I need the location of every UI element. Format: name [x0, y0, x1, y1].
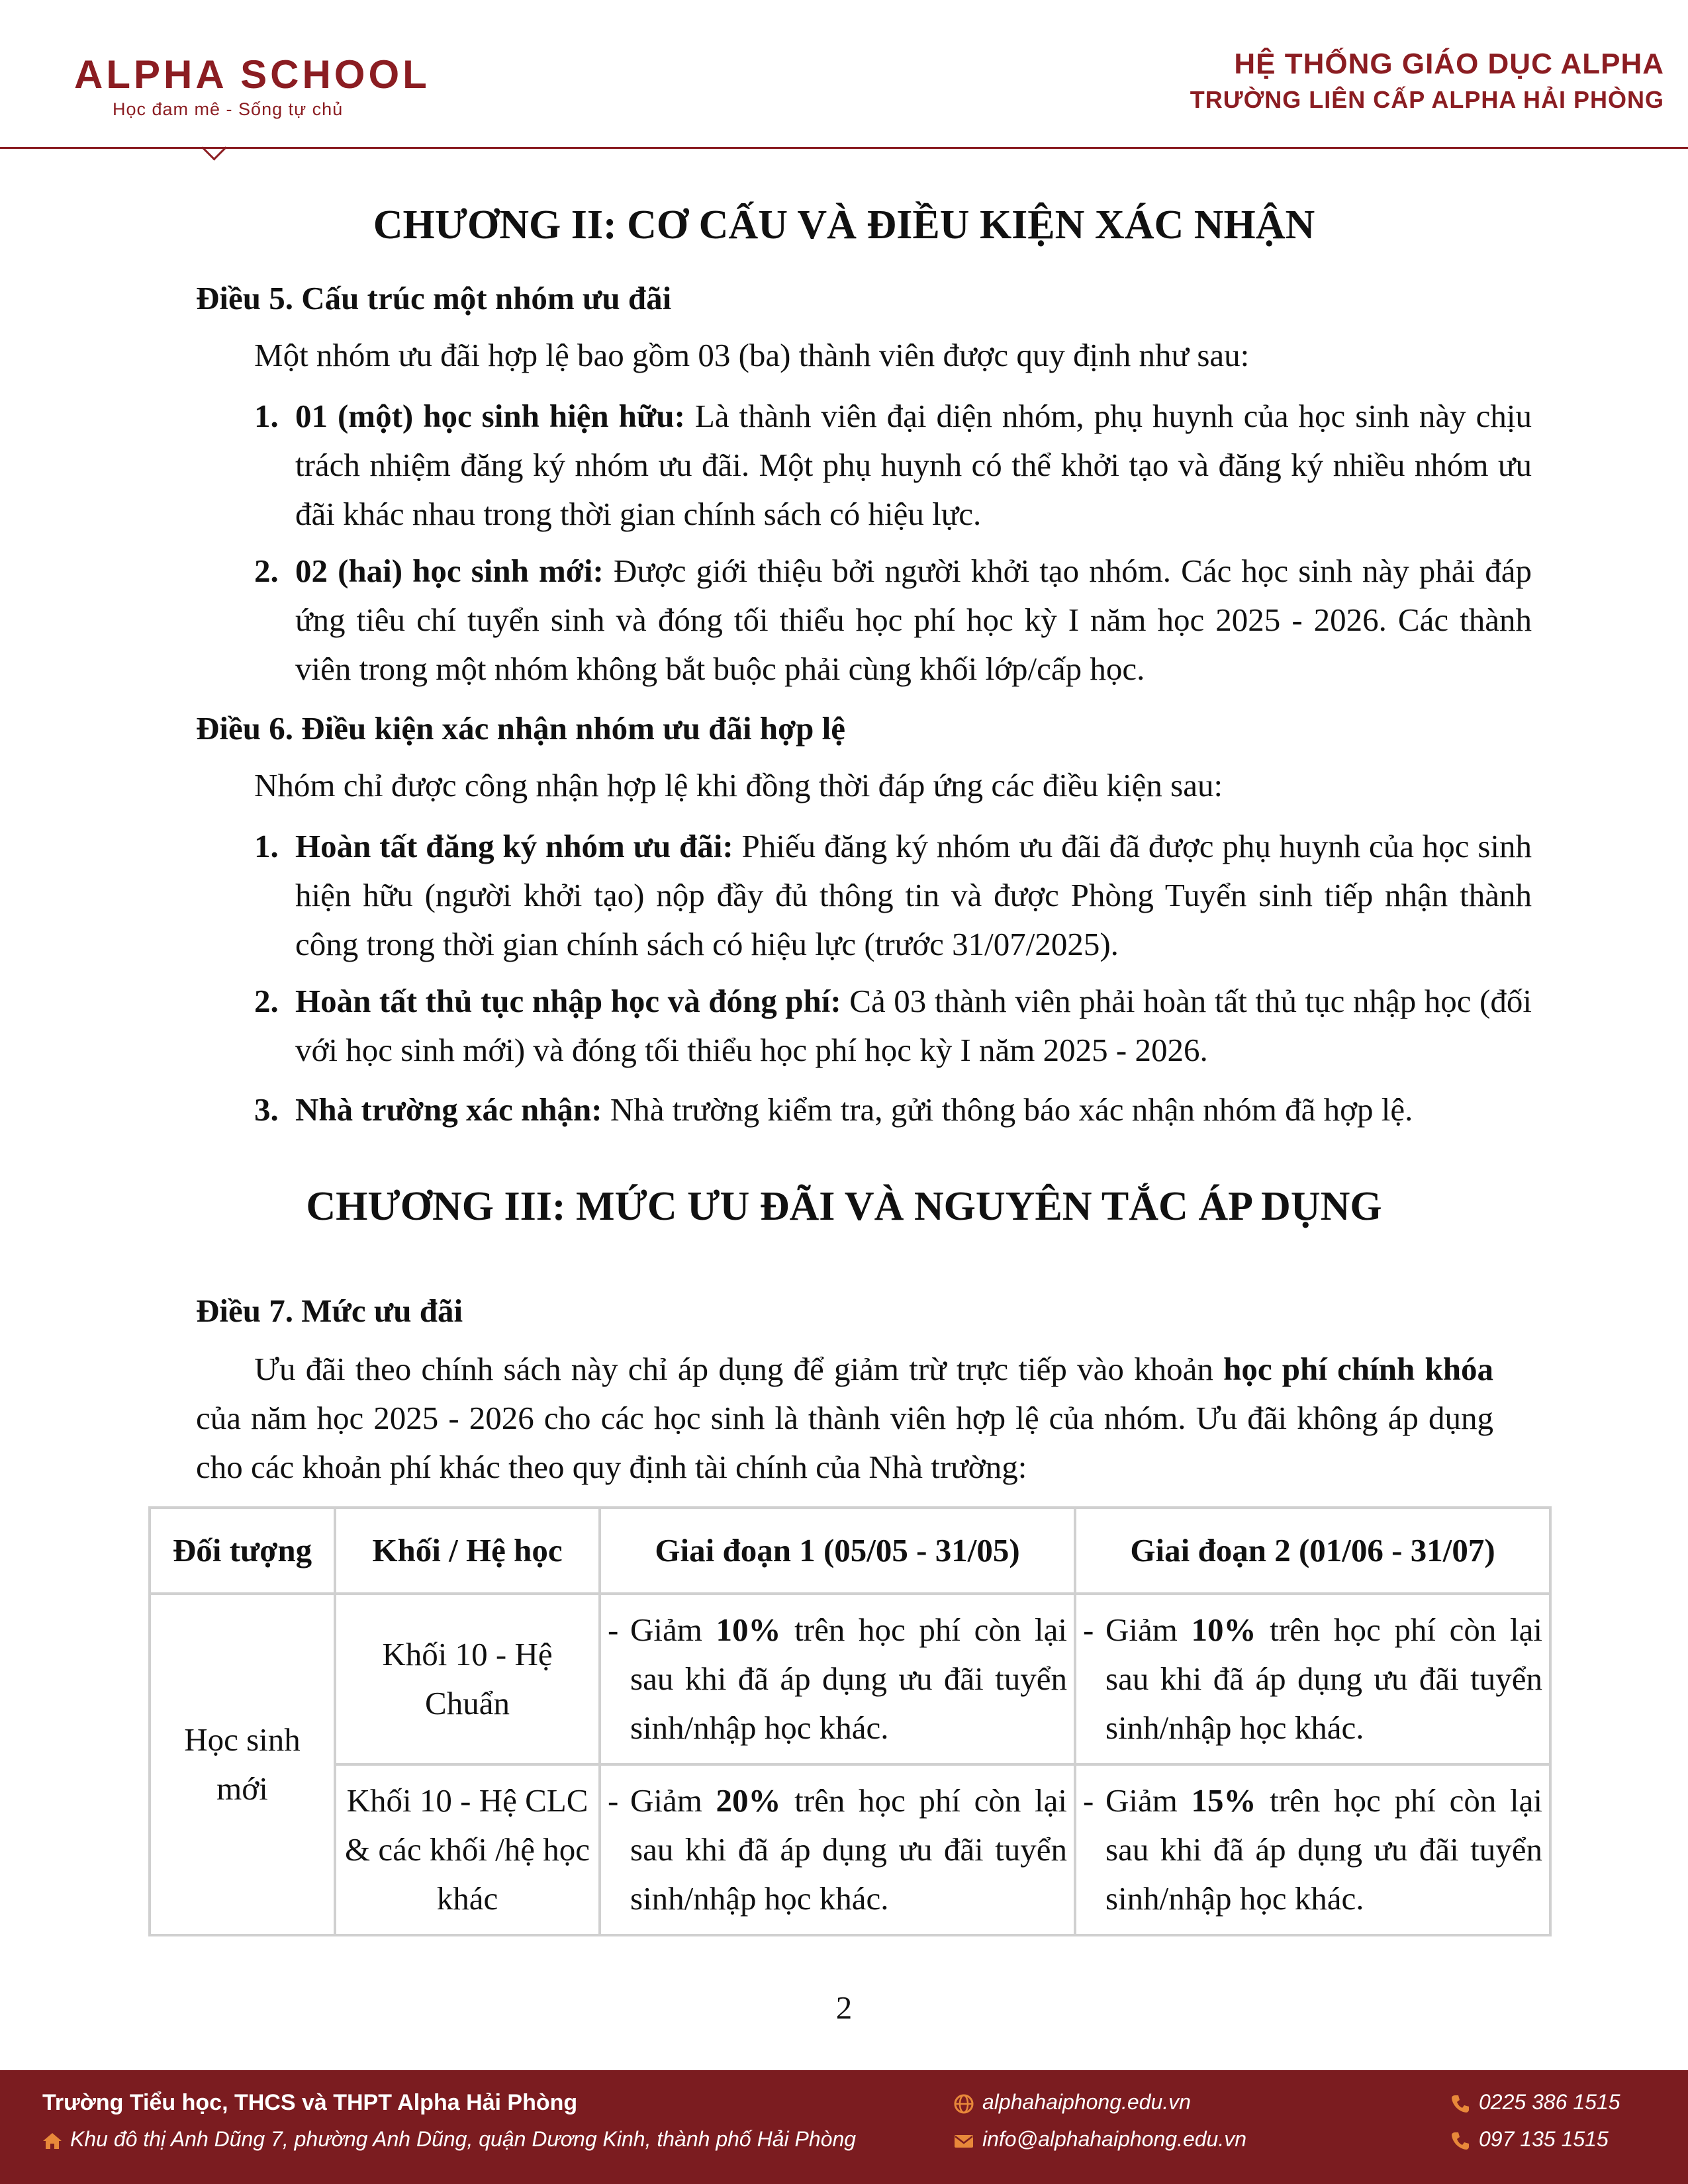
item-number: 2.: [254, 553, 279, 589]
item-number: 1.: [254, 828, 279, 864]
footer-school-name: Trường Tiểu học, THCS và THPT Alpha Hải Phòng: [42, 2090, 578, 2115]
item-number: 2.: [254, 983, 279, 1019]
globe-icon: [953, 2093, 974, 2115]
item-text: Nhà trường kiểm tra, gửi thông báo xác nhận nhóm đã hợp lệ.: [602, 1091, 1413, 1128]
footer-website[interactable]: [953, 2090, 1191, 2115]
item-text: Là thành viên đại diện nhóm, phụ huynh của học sinh này chịu trách nhiệm đăng ký nhóm ưu đãi. Một phụ huynh có thể khởi tạo và đăng ký nhiều nhóm ưu đãi khác nhau trong thời gian chính sách có hiệu lực.: [295, 398, 1532, 532]
phase-2-cell: - Giảm 10% trên học phí còn lại sau khi đã áp dụng ưu đãi tuyển sinh/nhập học khác.: [1075, 1594, 1550, 1764]
item-text: Được giới thiệu bởi người khởi tạo nhóm. Các học sinh này phải đáp ứng tiêu chí tuyển sinh và đóng tối thiểu học phí học kỳ I năm học 2025 - 2026. Các thành viên trong một nhóm không bắt buộc phải cùng khối lớp/cấp học.: [295, 553, 1532, 687]
subject-cell: Học sinh mới: [150, 1594, 335, 1935]
article-6-item-1: [254, 822, 1532, 969]
article-6-intro: Nhóm chỉ được công nhận hợp lệ khi đồng thời đáp ứng các điều kiện sau:: [254, 767, 1223, 803]
article-5-item-1: [254, 392, 1532, 539]
discount-percent: 15%: [1191, 1782, 1256, 1819]
program-cell: Khối 10 - Hệ CLC & các khối /hệ học khác: [335, 1764, 600, 1935]
footer-phone-1[interactable]: [1450, 2090, 1620, 2115]
footer-address: [42, 2127, 856, 2152]
discount-percent: 20%: [716, 1782, 781, 1819]
footer-phone-1-text[interactable]: 0225 386 1515: [1479, 2090, 1620, 2114]
item-label: Hoàn tất đăng ký nhóm ưu đãi:: [295, 828, 733, 864]
chapter-2-title: CHƯƠNG II: CƠ CẤU VÀ ĐIỀU KIỆN XÁC NHẬN: [373, 203, 1315, 248]
chapter-3-title: CHƯƠNG III: MỨC ƯU ĐÃI VÀ NGUYÊN TẮC ÁP DỤNG: [306, 1184, 1382, 1229]
footer-email[interactable]: [953, 2127, 1246, 2152]
mail-icon: [953, 2130, 974, 2152]
article-7-intro: [196, 1345, 1493, 1492]
header-phase-1: Giai đoạn 1 (05/05 - 31/05): [600, 1508, 1075, 1594]
item-label: Nhà trường xác nhận:: [295, 1091, 602, 1128]
footer-phone-2-text[interactable]: 097 135 1515: [1479, 2127, 1609, 2151]
item-label: 02 (hai) học sinh mới:: [295, 553, 604, 589]
phase-1-cell: - Giảm 20% trên học phí còn lại sau khi đã áp dụng ưu đãi tuyển sinh/nhập học khác.: [600, 1764, 1075, 1935]
footer-website-text[interactable]: alphahaiphong.edu.vn: [982, 2090, 1191, 2114]
discount-percent: 10%: [716, 1612, 781, 1648]
phase-2-cell: - Giảm 15% trên học phí còn lại sau khi đã áp dụng ưu đãi tuyển sinh/nhập học khác.: [1075, 1764, 1550, 1935]
footer-phone-2[interactable]: [1450, 2127, 1609, 2152]
campus-name: TRƯỜNG LIÊN CẤP ALPHA HẢI PHÒNG: [1190, 86, 1664, 113]
phase-1-cell: - Giảm 10% trên học phí còn lại sau khi đã áp dụng ưu đãi tuyển sinh/nhập học khác.: [600, 1594, 1075, 1764]
footer-email-text[interactable]: info@alphahaiphong.edu.vn: [982, 2127, 1247, 2151]
home-icon: [42, 2132, 62, 2150]
page-footer: [0, 2070, 1688, 2184]
article-6-title: Điều 6. Điều kiện xác nhận nhóm ưu đãi hợp lệ: [196, 710, 845, 747]
header-divider: [0, 147, 1688, 149]
intro-text-b: của năm học 2025 - 2026 cho các học sinh là thành viên hợp lệ của nhóm. Ưu đãi không áp dụng cho các khoản phí khác theo quy định tài chính của Nhà trường:: [196, 1400, 1493, 1485]
footer-address-text: Khu đô thị Anh Dũng 7, phường Anh Dũng, quận Dương Kinh, thành phố Hải Phòng: [70, 2127, 857, 2151]
header-subject: Đối tượng: [150, 1508, 335, 1594]
header-program: Khối / Hệ học: [335, 1508, 600, 1594]
item-label: Hoàn tất thủ tục nhập học và đóng phí:: [295, 983, 841, 1019]
table-row: [150, 1764, 1550, 1935]
program-cell: Khối 10 - Hệ Chuẩn: [335, 1594, 600, 1764]
org-name: HỆ THỐNG GIÁO DỤC ALPHA: [1234, 48, 1664, 80]
item-text: Phiếu đăng ký nhóm ưu đãi đã được phụ huynh của học sinh hiện hữu (người khởi tạo) nộp đầy đủ thông tin và được Phòng Tuyển sinh tiếp nhận thành công trong thời gian chính sách có hiệu lực (trước 31/07/2025).: [295, 828, 1532, 962]
article-7-title: Điều 7. Mức ưu đãi: [196, 1293, 463, 1329]
article-5-title: Điều 5. Cấu trúc một nhóm ưu đãi: [196, 280, 672, 316]
article-5-item-2: [254, 547, 1532, 694]
discount-table: [148, 1506, 1552, 1936]
intro-text-a: Ưu đãi theo chính sách này chỉ áp dụng để giảm trừ trực tiếp vào khoản: [254, 1351, 1224, 1387]
phone-icon: [1450, 2130, 1471, 2152]
table-header-row: [150, 1508, 1550, 1594]
school-logo-name: ALPHA SCHOOL: [74, 52, 430, 97]
discount-percent: 10%: [1191, 1612, 1256, 1648]
article-6-item-3: [254, 1085, 1532, 1134]
item-label: 01 (một) học sinh hiện hữu:: [295, 398, 685, 434]
item-number: 1.: [254, 398, 279, 434]
item-number: 3.: [254, 1091, 279, 1128]
article-5-intro: Một nhóm ưu đãi hợp lệ bao gồm 03 (ba) thành viên được quy định như sau:: [254, 337, 1250, 373]
page-number: 2: [835, 1989, 853, 2026]
table-row: [150, 1594, 1550, 1764]
phone-icon: [1450, 2093, 1471, 2115]
article-6-item-2: [254, 977, 1532, 1075]
page-header: [0, 0, 1688, 159]
intro-bold-term: học phí chính khóa: [1223, 1351, 1493, 1387]
header-phase-2: Giai đoạn 2 (01/06 - 31/07): [1075, 1508, 1550, 1594]
item-text: Cả 03 thành viên phải hoàn tất thủ tục nhập học (đối với học sinh mới) và đóng tối thiểu học phí học kỳ I năm 2025 - 2026.: [295, 983, 1532, 1068]
school-slogan: Học đam mê - Sống tự chủ: [113, 99, 344, 119]
